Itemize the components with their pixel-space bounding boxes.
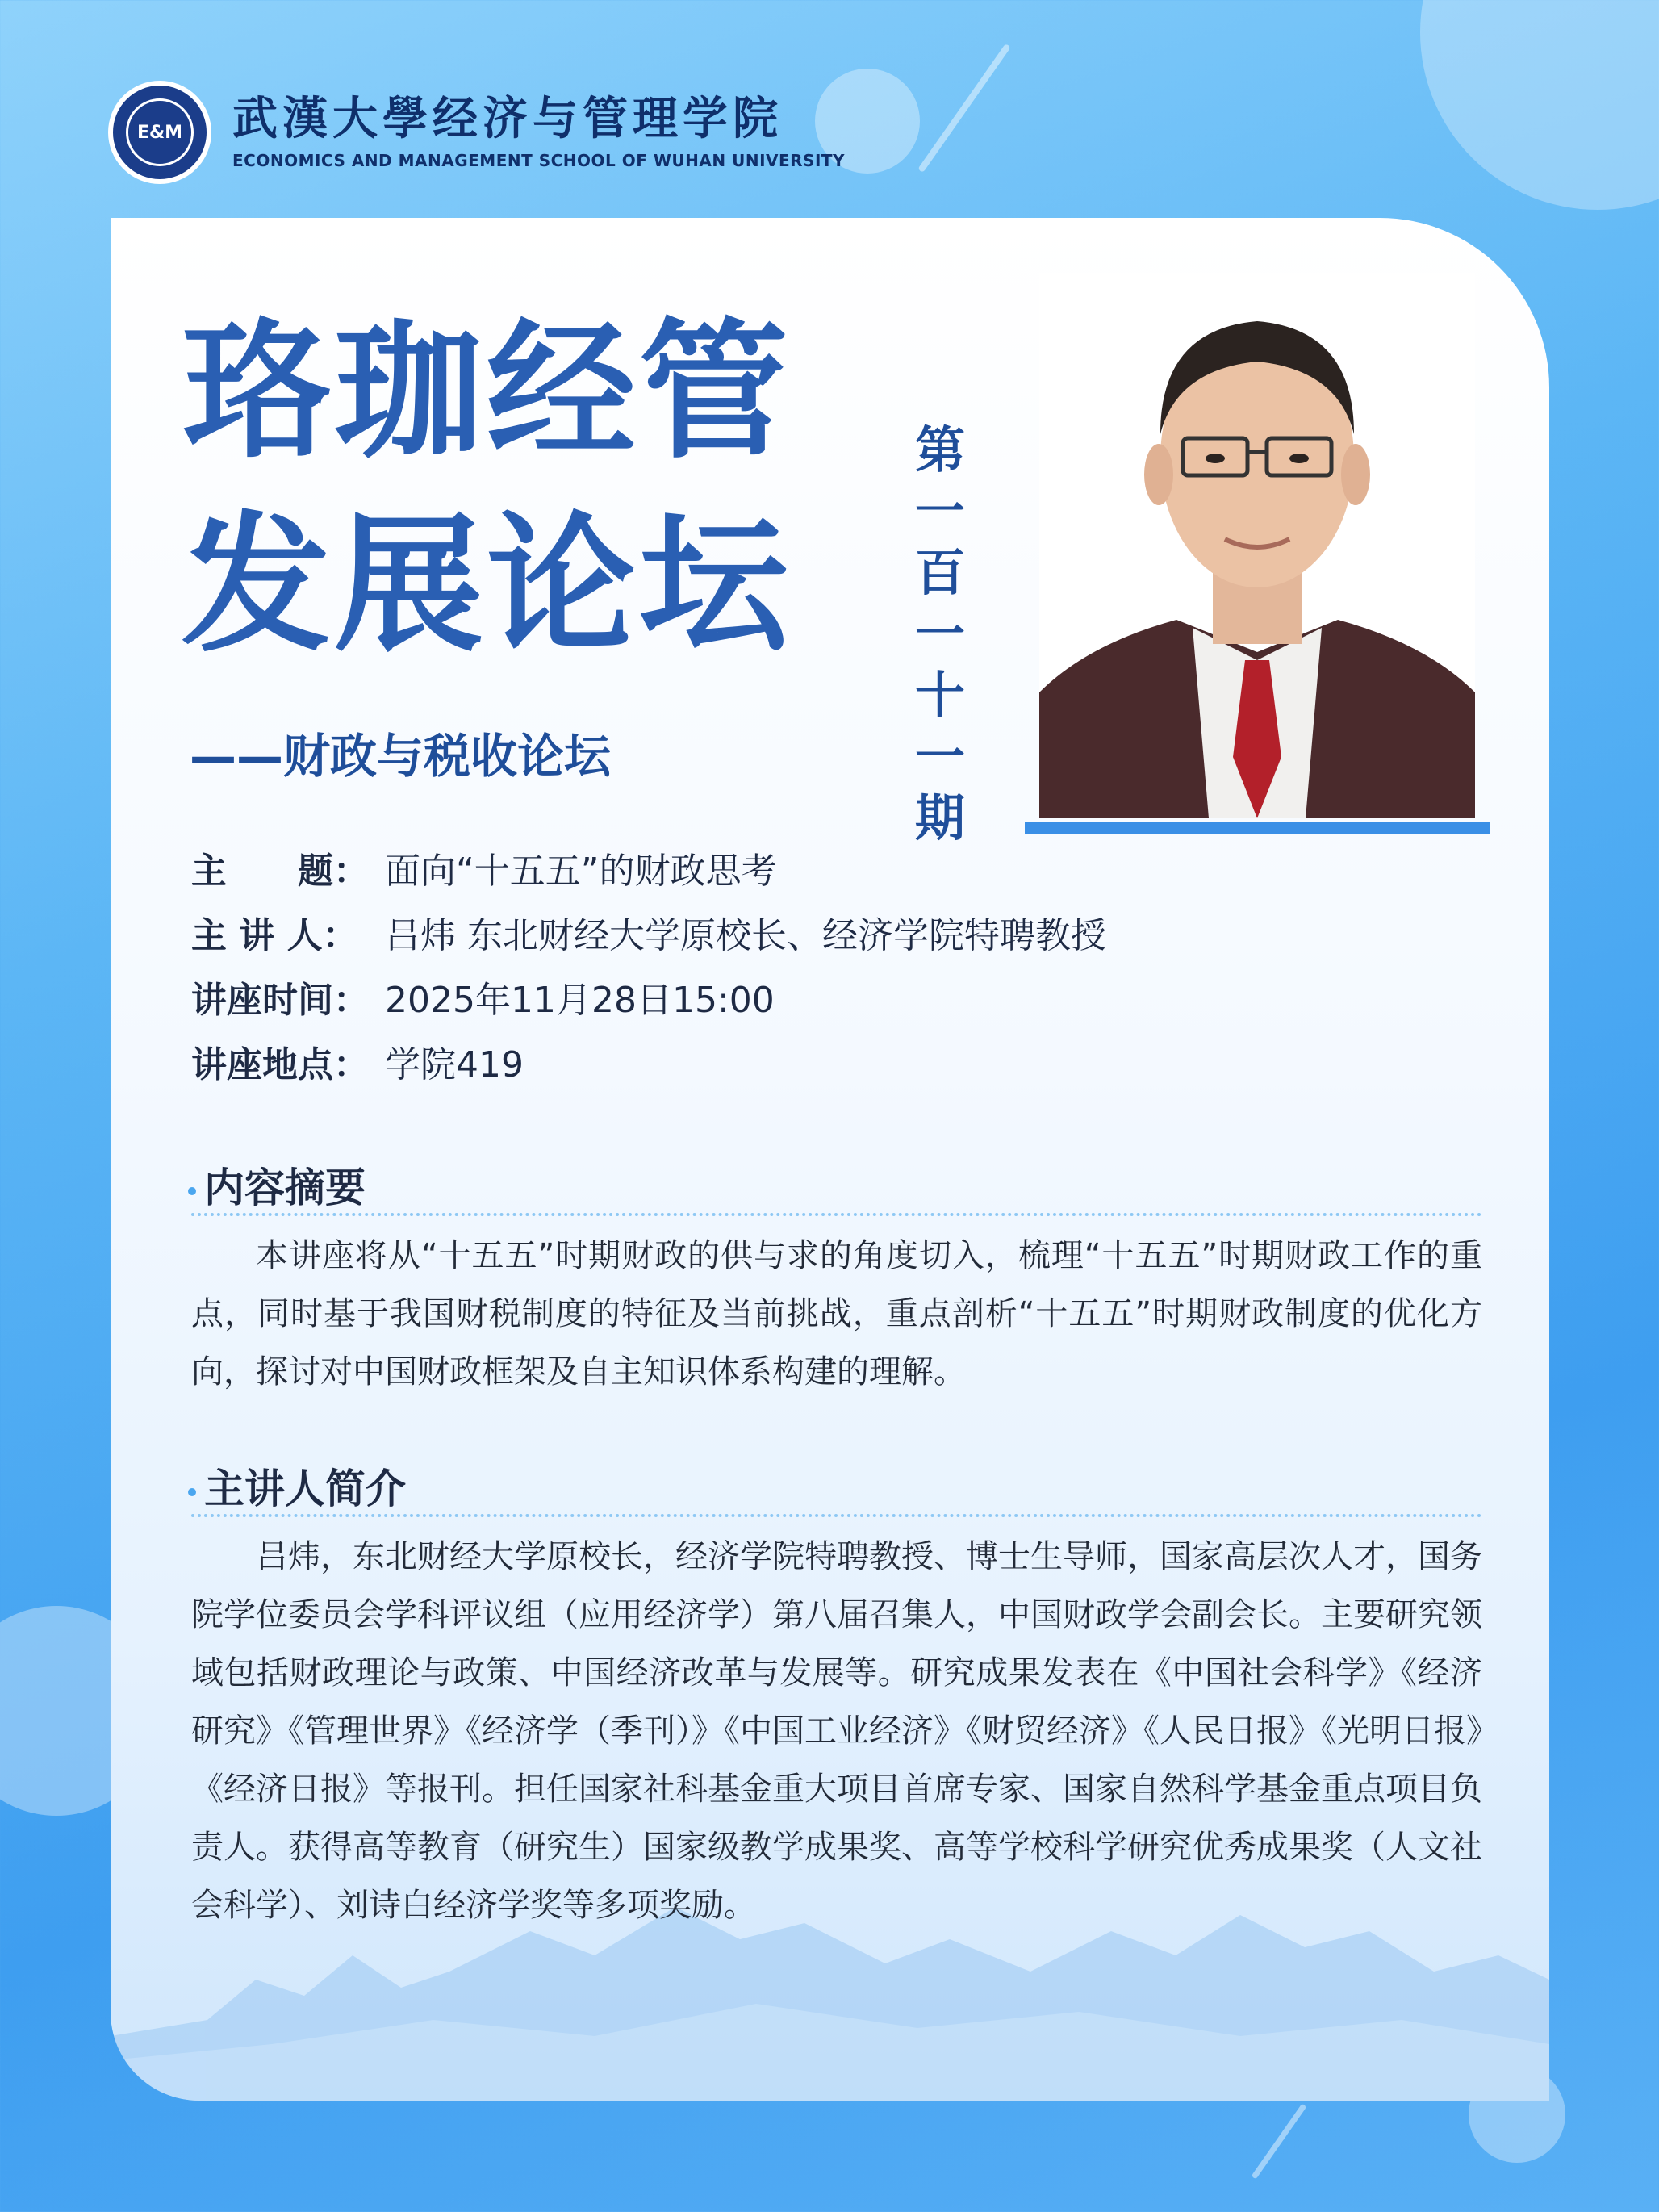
issue-char: 一 — [914, 482, 965, 541]
photo-accent-bar — [1025, 822, 1490, 834]
university-seal-logo — [108, 81, 211, 184]
info-value: 吕炜 东北财经大学原校长、经济学院特聘教授 — [385, 915, 1106, 956]
info-label: 讲座时间： — [191, 980, 369, 1021]
speaker-photo — [1039, 273, 1475, 818]
info-value: 面向“十五五”的财政思考 — [385, 851, 777, 892]
org-header — [108, 81, 845, 184]
issue-char: 第 — [914, 420, 965, 479]
deco-streak — [1252, 2103, 1307, 2179]
abstract-heading — [188, 1156, 366, 1214]
issue-char: 期 — [914, 788, 965, 847]
info-row-location — [191, 1029, 1106, 1093]
issue-number — [912, 420, 968, 849]
section-divider — [191, 1514, 1482, 1517]
event-info — [191, 835, 1106, 1093]
info-label: 主 讲 人： — [191, 915, 358, 956]
info-row-time — [191, 964, 1106, 1029]
issue-char: 百 — [914, 543, 965, 602]
info-value: 2025年11月28日15:00 — [385, 980, 775, 1021]
info-label: 主 题： — [191, 851, 369, 892]
deco-bubble — [1420, 0, 1659, 210]
section-divider — [191, 1213, 1482, 1216]
issue-char: 十 — [914, 666, 965, 725]
bullet-dot-icon — [188, 1187, 196, 1195]
info-value: 学院419 — [385, 1044, 524, 1085]
bio-text: 吕炜，东北财经大学原校长，经济学院特聘教授、博士生导师，国家高层次人才，国务院学位委员会学科评议组（应用经济学）第八届召集人，中国财政学会副会长。主要研究领域包括财政理论与政策、中国经济改革与发展等。研究成果发表在《中国社会科学》《经济研究》《管理世界》《经济学（季刊）》《中国工业经济》《财贸经济》《人民日报》《光明日报》《经济日报》等报刊。担任国家社科基金重大项目首席专家、国家自然科学基金重点项目负责人。获得高等教育（研究生）国家级教学成果奖、高等学校科学研究优秀成果奖（人文社会科学）、刘诗白经济学奖等多项奖励。 — [191, 1538, 1482, 1924]
info-row-speaker — [191, 900, 1106, 964]
forum-title — [182, 295, 792, 682]
forum-subtitle: ——财政与税收论坛 — [190, 729, 612, 784]
abstract-text: 本讲座将从“十五五”时期财政的供与求的角度切入，梳理“十五五”时期财政工作的重点，同时基于我国财税制度的特征及当前挑战，重点剖析“十五五”时期财政制度的优化方向，探讨对中国财政框架及自主知识体系构建的理解。 — [191, 1237, 1482, 1390]
bio-heading-text: 主讲人简介 — [204, 1466, 406, 1512]
seal-text: E&M — [126, 98, 194, 166]
bio-heading — [188, 1457, 406, 1515]
forum-title-line1: 珞珈经管 — [182, 304, 792, 479]
deco-streak — [917, 44, 1011, 173]
issue-char: 一 — [914, 727, 965, 786]
info-label: 讲座地点： — [191, 1044, 369, 1085]
bullet-dot-icon — [188, 1488, 196, 1496]
abstract-heading-text: 内容摘要 — [204, 1165, 366, 1211]
forum-title-line2: 发展论坛 — [182, 498, 792, 672]
org-name-cn: 武漢大學经济与管理学院 — [232, 92, 783, 146]
org-name-en: ECONOMICS AND MANAGEMENT SCHOOL OF WUHAN UNIVERSITY — [232, 150, 846, 170]
issue-char: 一 — [914, 604, 965, 663]
info-row-topic — [191, 835, 1106, 900]
